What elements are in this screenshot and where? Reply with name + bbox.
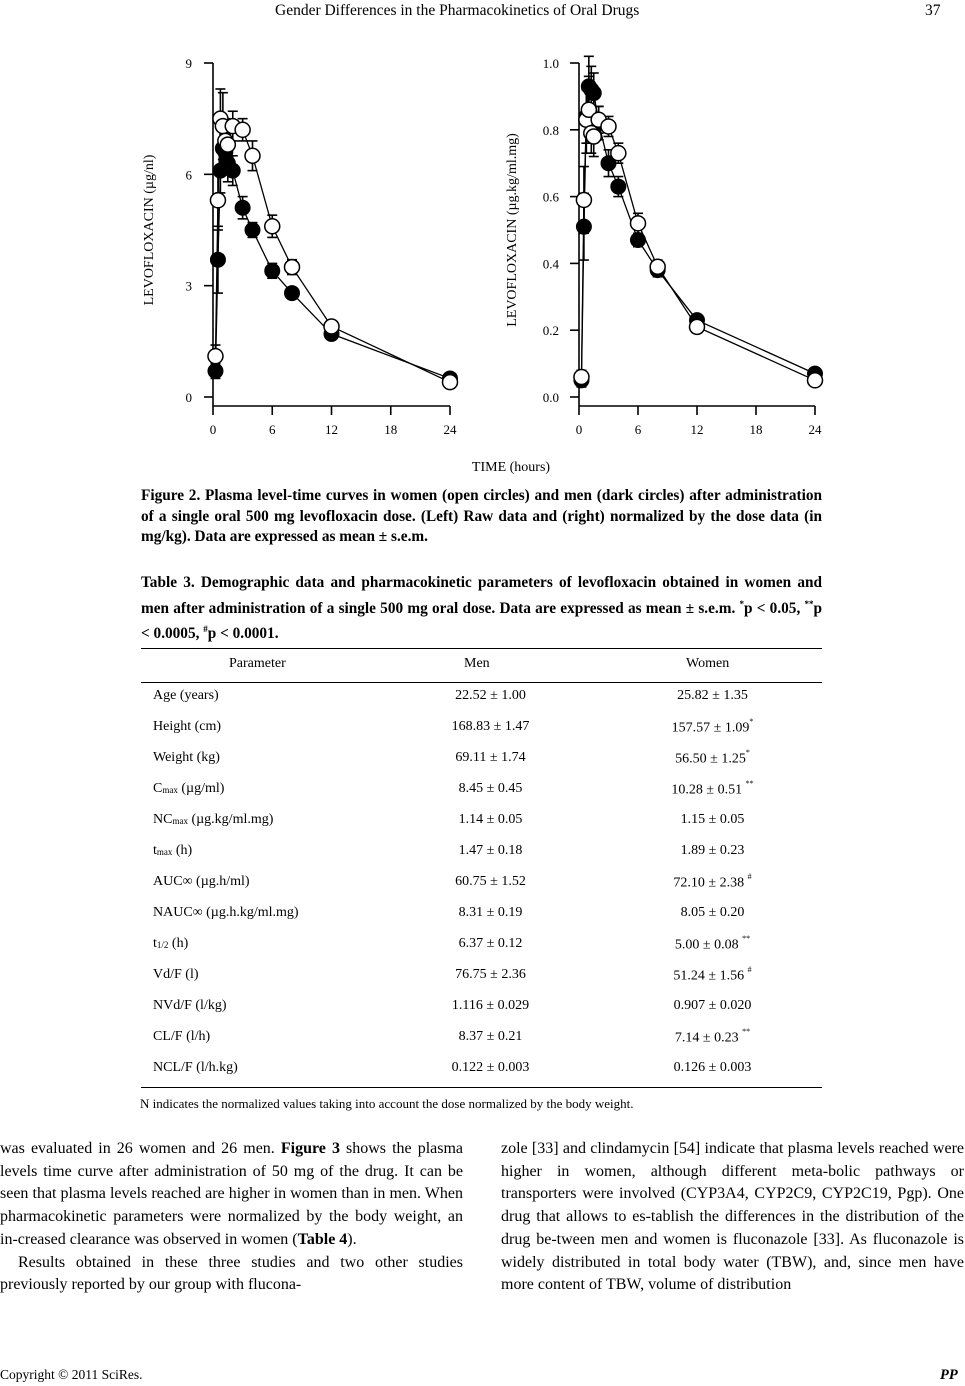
cell-women	[590, 936, 835, 954]
cell-men: 1.116 ± 0.029	[451, 998, 530, 1013]
data-point-men	[208, 364, 223, 379]
significance-mark: #	[747, 965, 752, 974]
x-tick-label: 6	[269, 422, 276, 437]
body-paragraph: zole [33] and clindamycin [54] indicate that plasma levels reached were higher in women, although different meta-bolic pathways or transporters were involved (CYP3A4, CYP2C9, CYP2C19, Pgp). One drug that allows to es-tablish the differences in the distribution of the drug be-tween men and women is fluconazole [33]. As fluconazole is widely distributed in total body water (TBW), and, since men have more content of TBW, volume of distribution	[501, 1140, 964, 1294]
cell-parameter	[153, 998, 227, 1014]
table-row	[0, 967, 965, 987]
cell-women	[590, 1060, 835, 1076]
param-name: NCL/F (l/h.kg)	[153, 1060, 238, 1075]
y-tick-label: 3	[185, 278, 192, 294]
cell-men: 8.31 ± 0.19	[458, 905, 523, 920]
param-name: t	[153, 936, 157, 951]
table-row	[0, 843, 965, 863]
param-name: Weight (kg)	[153, 750, 220, 765]
data-point-women	[808, 373, 823, 388]
table-row	[0, 781, 965, 801]
y-tick-label: 1.0	[542, 56, 559, 71]
women-value: 0.126 ± 0.003	[673, 1060, 752, 1075]
param-subscript: max	[156, 847, 173, 857]
data-point-men	[285, 286, 300, 301]
param-subscript: 1/2	[156, 940, 169, 950]
param-name: CL/F (l/h)	[153, 1029, 211, 1044]
series-line-men	[215, 148, 450, 378]
table-rule-bottom	[141, 1087, 822, 1088]
chart-left-raw	[142, 56, 458, 437]
x-tick-label: 24	[443, 422, 457, 437]
y-tick-label: 0.0	[542, 390, 559, 405]
cell-parameter	[153, 1060, 238, 1076]
table-4-ref: Table 4	[297, 1230, 348, 1248]
cell-men: 22.52 ± 1.00	[455, 688, 526, 703]
cell-women	[590, 750, 835, 768]
param-name: AUC∞ (µg.h/ml)	[153, 874, 250, 889]
x-tick-label: 0	[209, 422, 217, 437]
significance-mark: **	[742, 934, 751, 943]
cell-parameter	[153, 843, 192, 859]
cell-parameter	[153, 812, 273, 828]
women-value: 10.28 ± 0.51	[671, 782, 746, 798]
y-tick-label: 0	[185, 390, 192, 405]
chart-right-normalized	[505, 56, 823, 437]
data-point-women	[601, 119, 616, 134]
cell-parameter	[153, 874, 250, 890]
women-value: 8.05 ± 0.20	[680, 905, 745, 920]
cell-women	[590, 998, 835, 1014]
table-header-men: Men	[464, 656, 490, 671]
sig-text-1: p < 0.05,	[744, 599, 801, 617]
data-point-women	[220, 137, 235, 152]
y-tick-label: 0.2	[542, 323, 559, 339]
cell-parameter	[153, 936, 188, 952]
y-tick-label: 0.4	[542, 256, 559, 272]
data-point-men	[631, 233, 646, 248]
data-point-men	[611, 179, 626, 194]
table-note: N indicates the normalized values taking into account the dose normalized by the body weight.	[140, 1096, 634, 1111]
data-point-women	[208, 349, 223, 364]
significance-mark: **	[745, 779, 754, 788]
cell-parameter	[153, 967, 199, 983]
x-tick-label: 6	[634, 422, 642, 437]
body-paragraph: Results obtained in these three studies and two other studies previously reported by our group with flucona-	[0, 1253, 463, 1294]
women-value: 72.10 ± 2.38	[673, 875, 748, 891]
women-value: 51.24 ± 1.56	[673, 968, 748, 984]
table-row	[0, 1029, 965, 1049]
footer-copyright: Copyright © 2011 SciRes.	[0, 1367, 143, 1382]
data-point-women	[611, 146, 626, 161]
param-name: Height (cm)	[153, 719, 222, 734]
table-row	[0, 905, 965, 925]
table-header-parameter: Parameter	[229, 656, 286, 671]
cell-men: 6.37 ± 0.12	[458, 936, 523, 951]
data-point-women	[443, 375, 458, 390]
x-tick-label: 12	[325, 422, 338, 437]
param-unit: (µg/ml)	[177, 781, 225, 796]
y-tick-label: 9	[185, 56, 192, 71]
body-text: shows the plasma levels time curve after administration of 50 mg of the drug. It can be seen that plasma levels reached are higher in women than in men. When pharmacokinetic parameters were normalized by the body weight, an in-creased clearance was observed in women (	[0, 1140, 464, 1248]
sig-mark-3: #	[203, 624, 208, 635]
women-value: 56.50 ± 1.25	[675, 751, 746, 767]
data-point-men	[586, 86, 601, 101]
data-point-men	[245, 223, 260, 238]
cell-women	[590, 688, 835, 704]
param-name: NC	[153, 812, 173, 827]
table-row	[0, 812, 965, 832]
param-unit: (h)	[168, 936, 189, 951]
significance-mark: *	[749, 717, 754, 726]
women-value: 1.89 ± 0.23	[680, 843, 745, 858]
param-subscript: max	[162, 785, 178, 795]
data-point-women	[586, 129, 601, 144]
women-value: 1.15 ± 0.05	[680, 812, 745, 827]
data-point-men	[225, 163, 240, 178]
cell-men: 0.122 ± 0.003	[451, 1060, 530, 1075]
cell-women	[590, 905, 835, 921]
cell-men: 76.75 ± 2.36	[455, 967, 526, 982]
x-tick-label: 24	[808, 422, 822, 437]
data-point-women	[324, 319, 339, 334]
param-unit: (µg.kg/ml.mg)	[187, 812, 274, 827]
cell-women	[590, 874, 835, 892]
data-point-women	[690, 319, 705, 334]
figure-caption: Figure 2. Plasma level-time curves in women (open circles) and men (dark circles) after administration of a single oral 500 mg levofloxacin dose. (Left) Raw data and (right) normalized by the dose data (in mg/kg). Data are expressed as mean ± s.e.m.	[141, 487, 822, 545]
significance-mark: *	[745, 748, 750, 757]
women-value: 0.907 ± 0.020	[673, 998, 752, 1013]
sig-text-2: p < 0.0005,	[141, 599, 823, 643]
women-value: 157.57 ± 1.09	[671, 720, 750, 736]
x-tick-label: 12	[690, 422, 704, 437]
data-point-women	[245, 148, 260, 163]
data-point-women	[650, 259, 665, 274]
cell-men: 1.47 ± 0.18	[458, 843, 523, 858]
table-row	[0, 719, 965, 739]
x-tick-label: 0	[575, 422, 583, 437]
param-name: t	[153, 843, 157, 858]
page-number: 37	[925, 2, 941, 19]
women-value: 7.14 ± 0.23	[674, 1030, 743, 1046]
table-row	[0, 1060, 965, 1080]
figure-2	[0, 0, 965, 480]
body-text: was evaluated in 26 women and 26 men.	[0, 1140, 281, 1157]
param-name: C	[153, 781, 163, 796]
data-point-women	[631, 216, 646, 231]
sig-text-3: p < 0.0001.	[207, 625, 279, 643]
table-row	[0, 998, 965, 1018]
table-row	[0, 688, 965, 708]
data-point-women	[576, 192, 591, 207]
footer-journal: PP	[940, 1367, 958, 1383]
body-column-right	[501, 1138, 964, 1297]
param-name: NAUC∞ (µg.h.kg/ml.mg)	[153, 905, 299, 920]
series-line-men	[581, 86, 815, 380]
data-point-women	[265, 219, 280, 234]
param-name: NVd/F (l/kg)	[153, 998, 227, 1013]
table-row	[0, 936, 965, 956]
y-tick-label: 0.8	[542, 122, 559, 138]
table-row	[0, 874, 965, 894]
cell-parameter	[153, 1029, 210, 1045]
significance-mark: **	[742, 1027, 751, 1036]
cell-parameter	[153, 719, 221, 735]
param-unit: (h)	[172, 843, 193, 858]
table-row	[0, 750, 965, 770]
table-title	[141, 573, 822, 645]
sig-mark-1: *	[739, 598, 745, 609]
table-rule-top	[141, 648, 822, 649]
cell-men: 8.37 ± 0.21	[458, 1029, 523, 1044]
women-value: 25.82 ± 1.35	[677, 688, 748, 703]
y-tick-label: 6	[185, 167, 192, 183]
x-tick-label: 18	[384, 422, 398, 437]
figure-3-ref: Figure 3	[280, 1140, 340, 1157]
cell-women	[590, 812, 835, 828]
table-rule-mid	[141, 682, 822, 683]
cell-women	[590, 843, 835, 859]
param-name: Age (years)	[153, 688, 219, 703]
y-tick-label: 0.6	[542, 189, 559, 205]
cell-parameter	[153, 750, 220, 766]
data-point-men	[210, 252, 225, 267]
x-tick-label: 18	[749, 422, 763, 437]
cell-women	[590, 719, 835, 737]
cell-parameter	[153, 688, 219, 704]
param-subscript: max	[172, 816, 188, 826]
body-column-left	[0, 1138, 463, 1297]
data-point-men	[576, 219, 591, 234]
cell-men: 69.11 ± 1.74	[455, 750, 526, 765]
significance-mark: #	[747, 872, 752, 881]
cell-women	[590, 1029, 835, 1047]
cell-women	[590, 781, 835, 799]
y-axis-title: LEVOFLOXACIN (µg.kg/ml.mg)	[505, 133, 520, 327]
table-header-women: Women	[686, 656, 730, 671]
data-point-women	[285, 260, 300, 275]
running-title: Gender Differences in the Pharmacokinetics of Oral Drugs	[275, 2, 640, 19]
shared-x-axis-title: TIME (hours)	[471, 460, 551, 475]
sig-mark-2: **	[804, 598, 814, 609]
body-paragraph	[0, 1138, 463, 1252]
cell-men: 60.75 ± 1.52	[455, 874, 526, 889]
data-point-women	[235, 122, 250, 137]
data-point-men	[235, 200, 250, 215]
cell-men: 8.45 ± 0.45	[458, 781, 523, 796]
data-point-women	[210, 193, 225, 208]
cell-parameter	[153, 905, 299, 921]
y-axis-title: LEVOFLOXACIN (µg/nl)	[142, 154, 157, 306]
data-point-men	[265, 263, 280, 278]
body-text: ).	[347, 1230, 357, 1248]
cell-men: 168.83 ± 1.47	[451, 719, 530, 734]
cell-women	[590, 967, 835, 985]
data-point-women	[574, 369, 589, 384]
women-value: 5.00 ± 0.08	[674, 937, 743, 953]
table-title-main: Table 3. Demographic data and pharmacokinetic parameters of levofloxacin obtained in women and men after administration of a single 500 mg oral dose. Data are expressed as mean ± s.e.m.	[141, 574, 822, 617]
cell-men: 1.14 ± 0.05	[458, 812, 523, 827]
param-name: Vd/F (l)	[153, 967, 199, 982]
cell-parameter	[153, 781, 224, 797]
